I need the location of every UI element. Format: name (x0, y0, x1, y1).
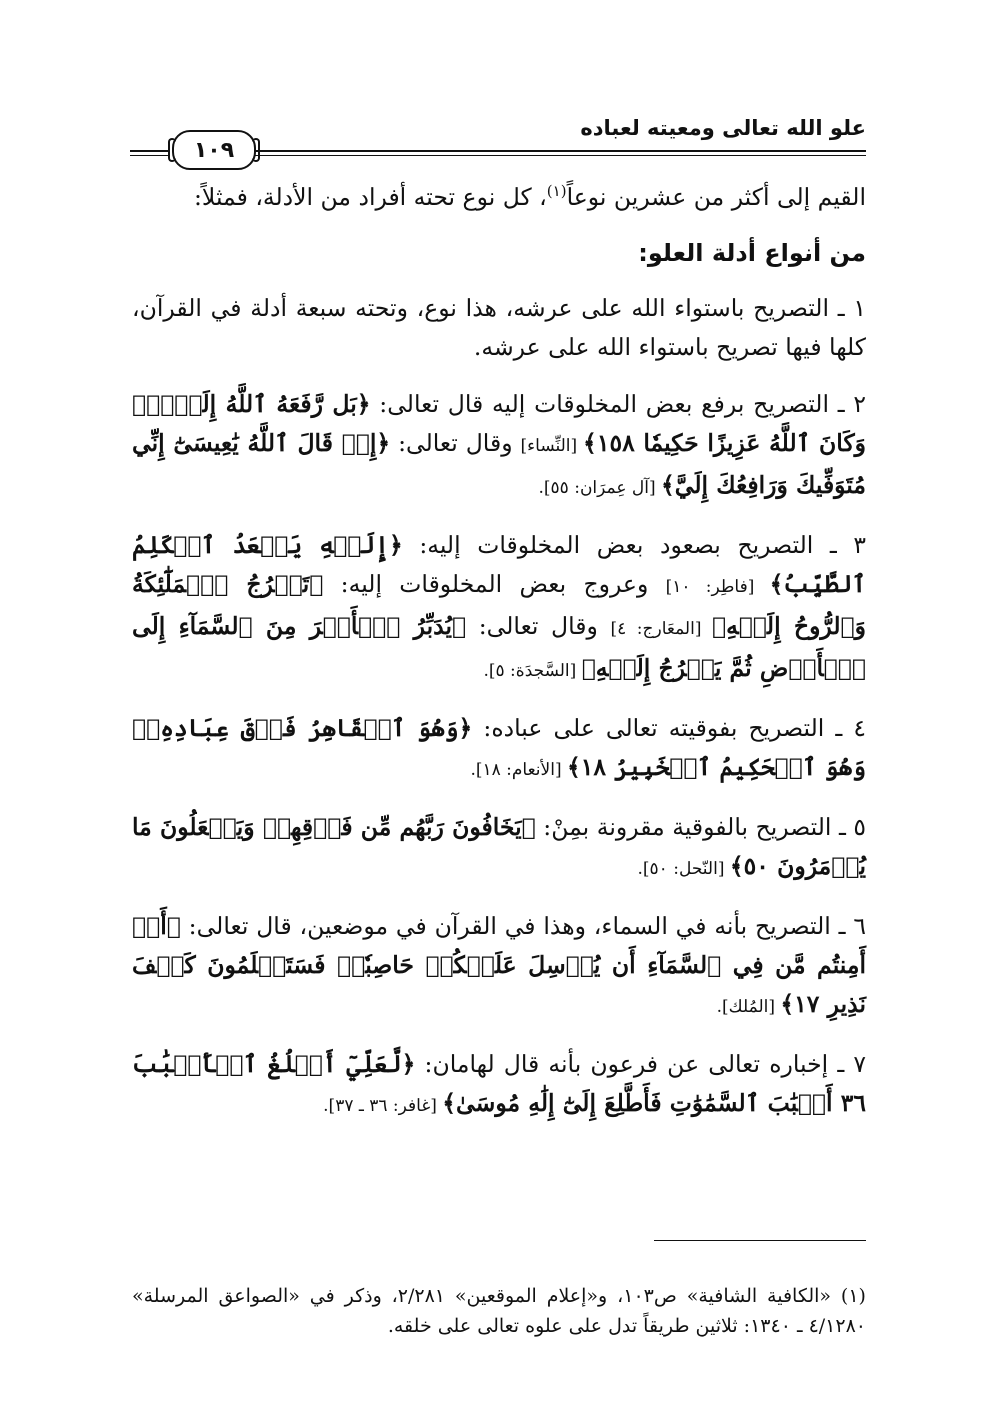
item-text: ٢ ـ التصريح برفع بعض المخلوقات إليه قال تعالى: (370, 389, 866, 418)
main-text (132, 172, 866, 1144)
list-item (132, 526, 866, 691)
verse-citation: [النِّساء] (520, 435, 584, 456)
intro-paragraph (132, 172, 866, 217)
list-item (132, 385, 866, 508)
quran-verse: ﴿تَعۡرُجُ ٱلۡمَلَٰٓئِكَةُ وَٱلرُّوحُ إِلَيۡهِ﴾ (132, 569, 867, 640)
verse-citation: [آل عِمرَان: ٥٥]. (538, 477, 662, 498)
item-text: ١ ـ التصريح باستواء الله على عرشه، هذا نوع، وتحته سبعة أدلة في القرآن، كلها فيها تصريح باستواء الله على عرشه. (132, 293, 866, 361)
quran-verse: ﴿بَل رَّفَعَهُ ٱللَّهُ إِلَيۡهِۚ وَكَانَ ٱللَّهُ عَزِيزًا حَكِيمٗا ١٥٨﴾ (132, 389, 866, 457)
quran-verse: ﴿أَمۡ أَمِنتُم مَّن فِي ٱلسَّمَآءِ أَن يُرۡسِلَ عَلَيۡكُمۡ حَاصِبٗاۖ فَسَتَعۡلَمُونَ كَيۡفَ نَذِيرِ ١٧﴾ (132, 911, 866, 1018)
verse-citation: [السَّجدَة: ٥]. (483, 660, 582, 681)
list-item (132, 709, 866, 790)
verse-citation: [غافر: ٣٦ ـ ٣٧]. (323, 1095, 443, 1116)
item-text: ٥ ـ التصريح بالفوقية مقرونة بمِنْ: (535, 812, 866, 841)
item-text: وعروج بعض المخلوقات إليه: (323, 569, 666, 598)
quran-verse: ﴿إِلَيۡهِ يَصۡعَدُ ٱلۡكَلِمُ ٱلطَّيِّبُ﴾ (132, 530, 866, 598)
verse-citation: [النّحل: ٥٠]. (637, 858, 730, 879)
quran-verse: ﴿لَّعَلِّيٓ أَبۡلُغُ ٱلۡأَسۡبَٰبَ ٣٦ أَسۡبَٰبَ ٱلسَّمَٰوَٰتِ فَأَطَّلِعَ إِلَىٰٓ إِلَٰهِ مُوسَىٰ﴾ (132, 1049, 866, 1117)
page-header (130, 112, 866, 162)
item-text: ٦ ـ التصريح بأنه في السماء، وهذا في القرآن في موضعين، قال تعالى: (180, 911, 866, 940)
page-number: ١٠٩ (193, 137, 235, 163)
intro-text-cont: ، كل نوع تحته أفراد من الأدلة، فمثلاً: (194, 182, 547, 211)
running-title: علو الله تعالى ومعيته لعباده (580, 116, 866, 140)
list-item (132, 1045, 866, 1126)
footnote-ref: (١) (546, 182, 567, 200)
list-item (132, 289, 866, 367)
verse-citation: [المُلك]. (716, 996, 781, 1017)
quran-verse: ﴿وَهُوَ ٱلۡقَاهِرُ فَوۡقَ عِبَادِهِۦۚ وَهُوَ ٱلۡحَكِيمُ ٱلۡخَبِيرُ ١٨﴾ (132, 713, 866, 781)
verse-citation: [الأنعام: ١٨]. (470, 759, 567, 780)
item-text: وقال تعالى: (466, 611, 611, 640)
quran-verse: ﴿يَخَافُونَ رَبَّهُم مِّن فَوۡقِهِمۡ وَيَفۡعَلُونَ مَا يُؤۡمَرُونَ ٥٠﴾ (132, 812, 866, 880)
intro-text: القيم إلى أكثر من عشرين نوعاً (566, 182, 866, 211)
verse-citation: [فاطِر: ١٠] (665, 576, 770, 597)
quran-verse: ﴿يُدَبِّرُ ٱلۡأَمۡرَ مِنَ ٱلسَّمَآءِ إِلَى ٱلۡأَرۡضِ ثُمَّ يَعۡرُجُ إِلَيۡهِ﴾ (132, 611, 866, 682)
list-item (132, 907, 866, 1027)
header-rule (254, 150, 866, 156)
item-text: ٤ ـ التصريح بفوقيته تعالى على عباده: (472, 713, 866, 742)
item-text: ٣ ـ التصريح بصعود بعض المخلوقات إليه: (402, 530, 866, 559)
item-text: وقال تعالى: (390, 428, 521, 457)
item-text: ٧ ـ إخباره تعالى عن فرعون بأنه قال لهامان: (415, 1049, 866, 1078)
verse-citation: [المعَارج: ٤] (610, 618, 712, 639)
footnote-separator (654, 1240, 866, 1241)
list-item (132, 808, 866, 889)
quran-verse: ﴿إِذۡ قَالَ ٱللَّهُ يَٰعِيسَىٰٓ إِنِّي مُتَوَفِّيكَ وَرَافِعُكَ إِلَيَّ﴾ (132, 428, 866, 499)
section-heading: من أنواع أدلة العلو: (638, 238, 866, 267)
page-number-badge (172, 130, 256, 170)
header-rule-left (130, 150, 170, 156)
footnote: (١) «الكافية الشافية» ص١٠٣، و«إعلام الموقعين» ٢/٢٨١، وذكر في «الصواعق المرسلة» ٤/١٢٨٠ ـ ١٣٤٠: ثلاثين طريقاً تدل على علوه تعالى على خلقه. (132, 1285, 866, 1337)
